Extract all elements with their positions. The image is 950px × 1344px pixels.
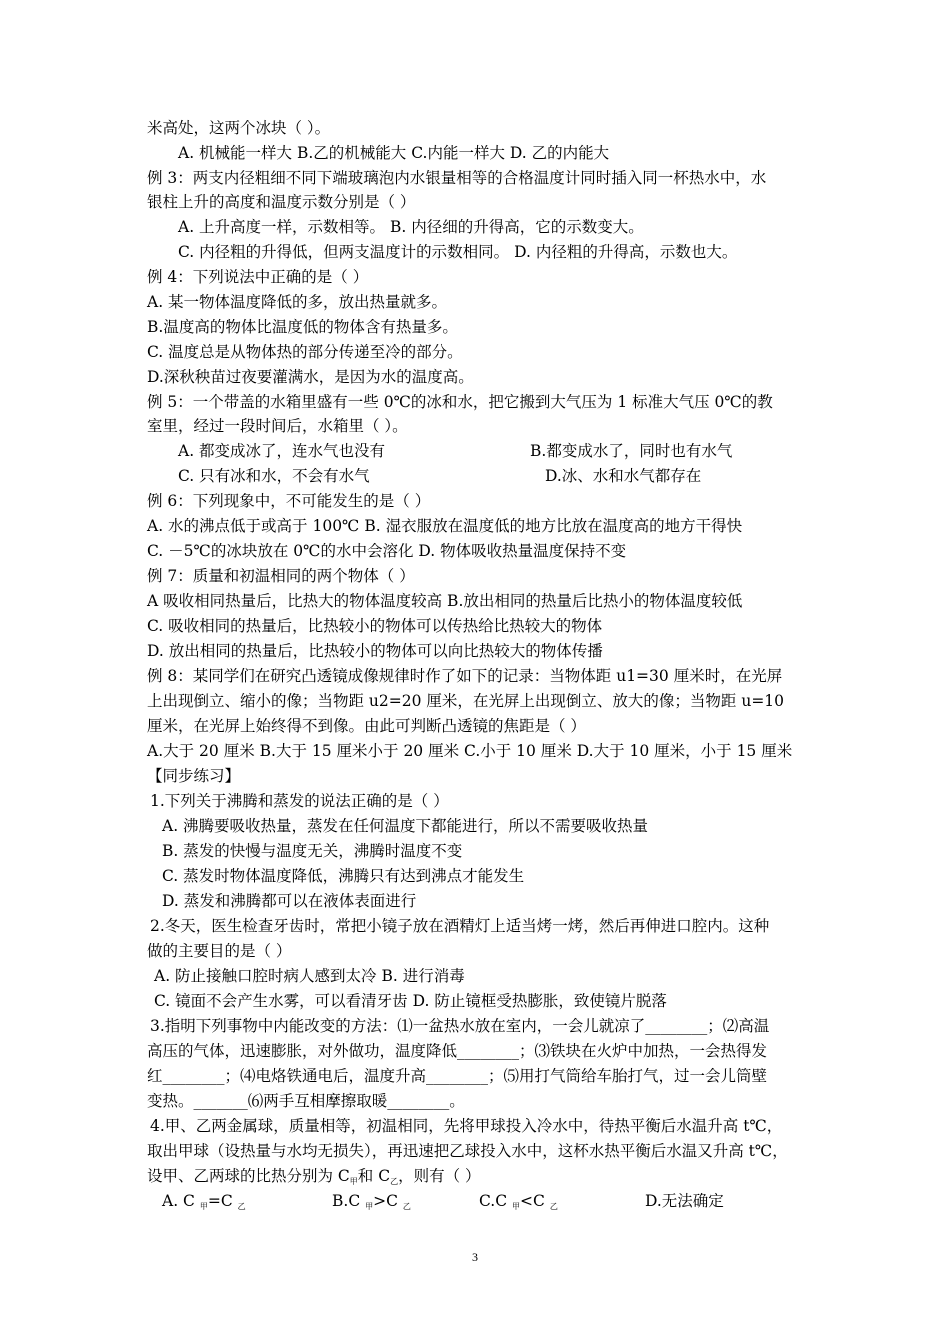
text-line: 1.下列关于沸腾和蒸发的说法正确的是（ ） <box>150 792 449 810</box>
text-line: A. 某一物体温度降低的多，放出热量就多。 <box>147 293 448 311</box>
text-line: 室里，经过一段时间后，水箱里（ ）。 <box>147 417 408 435</box>
text-line: 例 8：某同学们在研究凸透镜成像规律时作了如下的记录：当物体距 u1=30 厘米时，在光屏 <box>147 667 783 685</box>
text-line: B. 蒸发的快慢与温度无关，沸腾时温度不变 <box>162 842 463 860</box>
text-line: A. 水的沸点低于或高于 100℃ B. 湿衣服放在温度低的地方比放在温度高的地方干得快 <box>147 517 743 535</box>
question-4-option-a: A. C $_甲$=C $_乙$ <box>162 1192 246 1211</box>
question-4-option-b: B.C $_甲$>C $_乙$ <box>332 1192 411 1211</box>
question-4-compare-line: 设甲、乙两球的比热分别为 $C_甲$和 $C_乙$，则有（ ） <box>147 1167 481 1186</box>
text-line: C. 温度总是从物体热的部分传递至冷的部分。 <box>147 343 463 361</box>
text-line: B.温度高的物体比温度低的物体含有热量多。 <box>147 318 458 336</box>
question-4-option-d: D.无法确定 <box>645 1192 724 1210</box>
text-line: C. 吸收相同的热量后，比热较小的物体可以传热给比热较大的物体 <box>147 617 603 635</box>
text-line: 取出甲球（设热量与水均无损失），再迅速把乙球投入水中，这杯水热平衡后水温又升高 t℃， <box>147 1142 788 1160</box>
text-line: A. 防止接触口腔时病人感到太冷 B. 进行消毒 <box>154 967 465 985</box>
question-4-option-c: C.C $_甲$<C $_乙$ <box>479 1192 558 1211</box>
text-line: 例 4：下列说法中正确的是（ ） <box>147 268 369 286</box>
text-line: 厘米，在光屏上始终得不到像。由此可判断凸透镜的焦距是（ ） <box>147 717 586 735</box>
text-line: 高压的气体，迅速膨胀，对外做功，温度降低________；⑶铁块在火炉中加热，一会热得发 <box>147 1042 768 1060</box>
text-line: 米高处，这两个冰块（ ）。 <box>147 119 331 137</box>
text-line: A. 沸腾要吸收热量，蒸发在任何温度下都能进行，所以不需要吸收热量 <box>162 817 649 835</box>
text-line: 红________；⑷电烙铁通电后，温度升高________；⑸用打气筒给车胎打气，过一会儿筒壁 <box>147 1067 768 1085</box>
page-number: 3 <box>472 1250 478 1264</box>
text-line: 4.甲、乙两金属球，质量相等，初温相同，先将甲球投入冷水中，待热平衡后水温升高 t℃， <box>150 1117 783 1135</box>
text-line: 例 5：一个带盖的水箱里盛有一些 0℃的冰和水，把它搬到大气压为 1 标准大气压 0℃的教 <box>147 393 773 411</box>
text-line: 2.冬天，医生检查牙齿时，常把小镜子放在酒精灯上适当烤一烤，然后再伸进口腔内。这种 <box>150 917 770 935</box>
text-line: B.都变成水了，同时也有水气 <box>530 442 733 460</box>
text-line: 3.指明下列事物中内能改变的方法：⑴一盆热水放在室内，一会儿就凉了________；⑵高温 <box>150 1017 770 1035</box>
text-line: 例 7：质量和初温相同的两个物体（ ） <box>147 567 415 585</box>
text-line: D.深秋秧苗过夜要灌满水，是因为水的温度高。 <box>147 368 474 386</box>
text-line: A 吸收相同热量后，比热大的物体温度较高 B.放出相同的热量后比热小的物体温度较低 <box>147 592 743 610</box>
text-line: 【同步练习】 <box>147 767 241 785</box>
text-line: 银柱上升的高度和温度示数分别是（ ） <box>147 193 416 211</box>
text-line: D. 放出相同的热量后，比热较小的物体可以向比热较大的物体传播 <box>147 642 603 660</box>
text-line: D. 蒸发和沸腾都可以在液体表面进行 <box>162 892 417 910</box>
text-line: D.冰、水和水气都存在 <box>545 467 702 485</box>
text-line: A. 都变成冰了，连水气也没有 <box>178 442 386 460</box>
text-line: C. 只有冰和水，不会有水气 <box>178 467 370 485</box>
text-line: 例 3：两支内径粗细不同下端玻璃泡内水银量相等的合格温度计同时插入同一杯热水中，水 <box>147 169 767 187</box>
text-line: A.大于 20 厘米 B.大于 15 厘米小于 20 厘米 C.小于 10 厘米 D.大于 10 厘米，小于 15 厘米 <box>147 742 793 760</box>
text-line: C. 内径粗的升得低，但两支温度计的示数相同。 D. 内径粗的升得高，示数也大。 <box>178 243 738 261</box>
text-line: C. －5℃的冰块放在 0℃的水中会溶化 D. 物体吸收热量温度保持不变 <box>147 542 627 560</box>
text-line: 变热。_______⑹两手互相摩擦取暖________。 <box>147 1092 465 1110</box>
text-line: C. 镜面不会产生水雾，可以看清牙齿 D. 防止镜框受热膨胀，致使镜片脱落 <box>154 992 667 1010</box>
text-line: A. 上升高度一样，示数相等。 B. 内径细的升得高，它的示数变大。 <box>178 218 644 236</box>
text-line: 例 6：下列现象中，不可能发生的是（ ） <box>147 492 431 510</box>
text-line: C. 蒸发时物体温度降低，沸腾只有达到沸点才能发生 <box>162 867 525 885</box>
text-line: 上出现倒立、缩小的像；当物距 u2=20 厘米，在光屏上出现倒立、放大的像；当物距 u=10 <box>147 692 785 710</box>
text-line: A. 机械能一样大 B.乙的机械能大 C.内能一样大 D. 乙的内能大 <box>178 144 610 162</box>
text-line: 做的主要目的是（ ） <box>147 942 292 960</box>
